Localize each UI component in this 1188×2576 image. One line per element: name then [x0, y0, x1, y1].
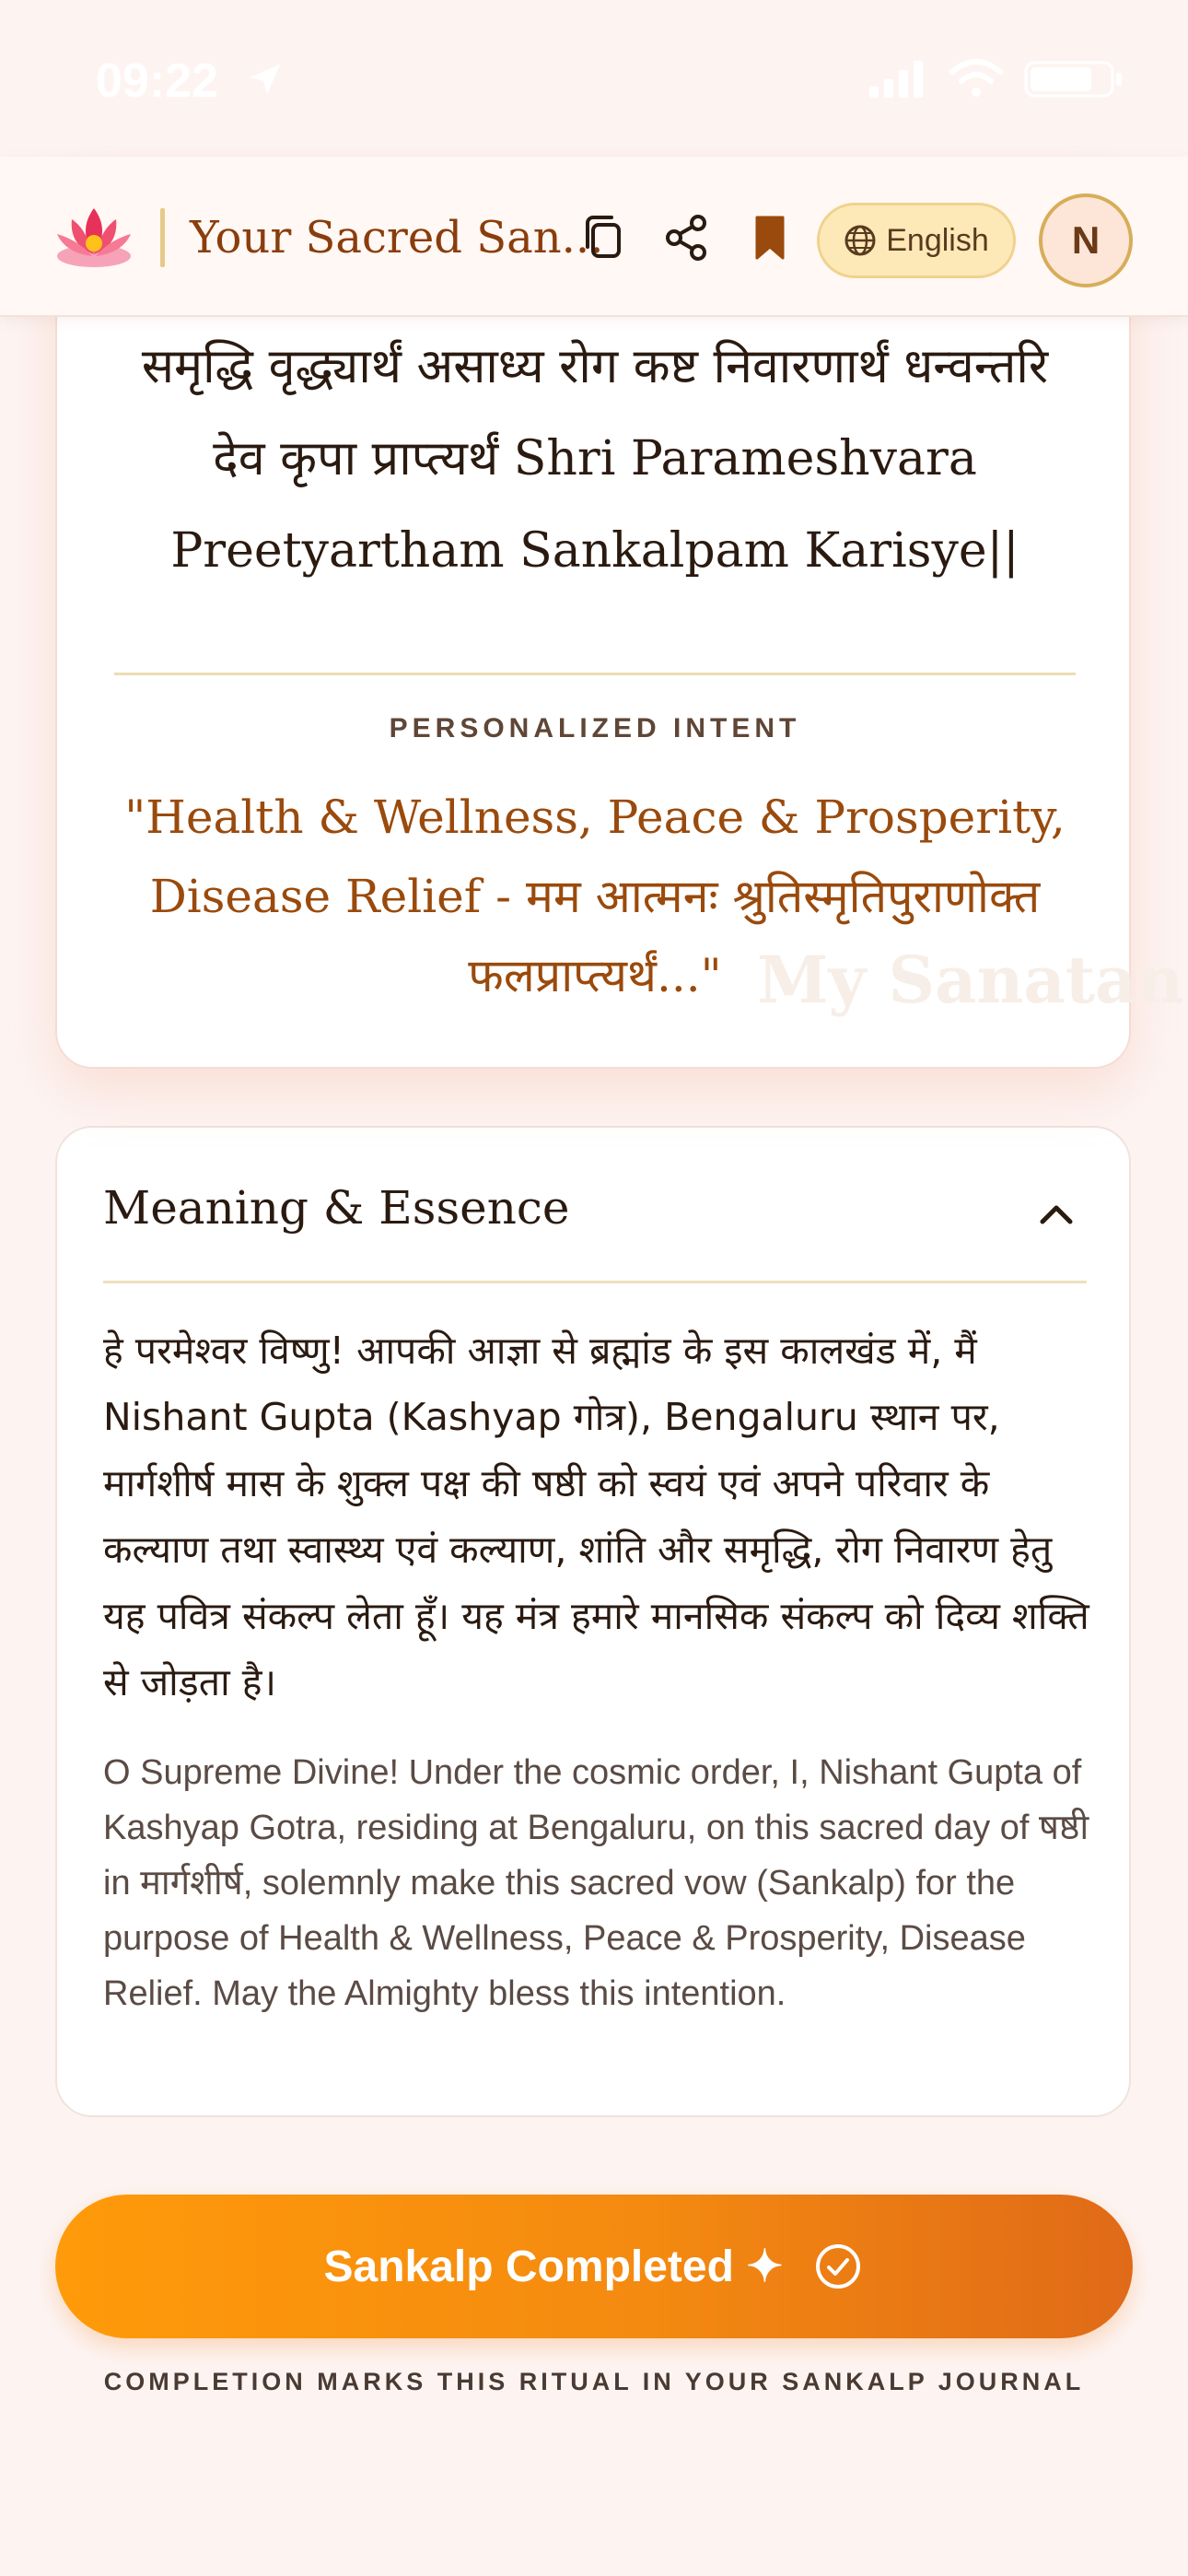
language-selector[interactable] [817, 203, 1016, 278]
status-bar [0, 0, 1188, 157]
chevron-up-icon[interactable] [1035, 1194, 1077, 1236]
copy-icon[interactable] [575, 208, 634, 267]
page-title: Your Sacred San... [190, 212, 604, 263]
meaning-hindi-text: हे परमेश्वर विष्णु! आपकी आज्ञा से ब्रह्मांड के इस कालखंड में, मैं Nishant Gupta (Kashyap गोत्र), Bengaluru स्थान पर, मार्गशीर्ष मास के शुक्ल पक्ष की षष्ठी को स्वयं एवं अपने परिवार के कल्याण तथा स्वास्थ्य एवं कल्याण, शांति और समृद्धि, रोग निवारण हेतु यह पवित्र संकल्प लेता हूँ। यह मंत्र हमारे मानसिक संकल्प को दिव्य शक्ति से जोड़ता है। [103, 1329, 1089, 1704]
battery-icon [1024, 61, 1125, 98]
avatar[interactable]: N [1039, 193, 1133, 287]
personalized-intent-label: PERSONALIZED INTENT [389, 713, 801, 744]
globe-icon [844, 224, 877, 257]
check-circle-icon [812, 2241, 864, 2292]
watermark: My Sanatan [757, 942, 1184, 1018]
meaning-english-text: O Supreme Divine! Under the cosmic order, I, Nishant Gupta of Kashyap Gotra, residing at Bengaluru, on this sacred day of षष्ठी in मार्गशीर्ष, solemnly make this sacred vow (Sankalp) for the purpose of Health & Wellness, Peace & Prosperity, Disease Relief. May the Almighty bless this intention. [103, 1753, 1089, 2013]
completion-note: COMPLETION MARKS THIS RITUAL IN YOUR SANKALP JOURNAL [103, 2368, 1085, 2395]
divider [103, 1281, 1087, 1283]
status-time: 09:22 [96, 54, 218, 108]
bookmark-icon[interactable] [740, 208, 799, 267]
complete-button-label: Sankalp Completed ✦ [323, 2242, 784, 2291]
sankalp-completed-button[interactable] [55, 2195, 1133, 2338]
wifi-icon [949, 57, 1004, 98]
personalized-intent-text: "Health & Wellness, Peace & Prosperity, Disease Relief - मम आत्मनः श्रुतिस्मृतिपुराणोक्त फलप्राप्त्यर्थं..." [124, 790, 1066, 1002]
language-label: English [886, 222, 989, 258]
meaning-title[interactable]: Meaning & Essence [103, 1181, 570, 1235]
header-divider [160, 208, 165, 267]
meaning-essence-card [55, 1126, 1131, 2117]
app-header [0, 157, 1188, 317]
mantra-text: समृद्धि वृद्ध्यार्थं असाध्य रोग कष्ट निवारणार्थं धन्वन्तरि देव कृपा प्राप्त्यर्थं Shri Parameshvara Preetyartham Sankalpam Karisye|| [141, 339, 1049, 579]
divider [114, 673, 1076, 675]
cellular-signal-icon [868, 61, 926, 98]
location-arrow-icon [245, 59, 285, 100]
lotus-logo-icon[interactable] [52, 203, 136, 276]
share-icon[interactable] [658, 208, 716, 267]
